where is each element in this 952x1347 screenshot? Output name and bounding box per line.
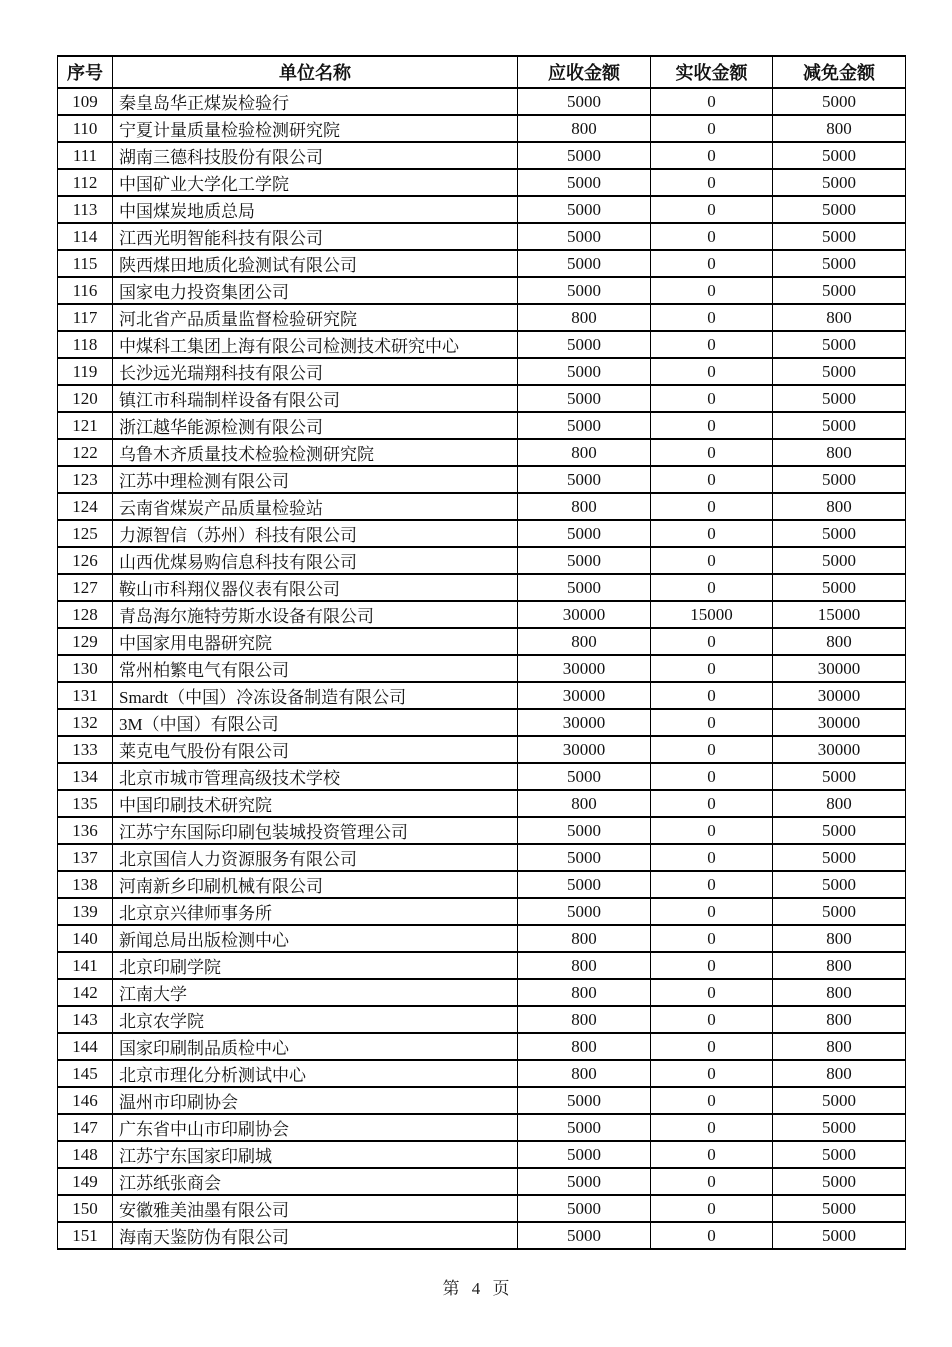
row-index-cell: 133: [58, 736, 113, 763]
received-amount-cell: 0: [651, 979, 773, 1006]
reduction-amount-cell: 5000: [773, 574, 906, 601]
received-amount-cell: 0: [651, 142, 773, 169]
received-amount-cell: 0: [651, 385, 773, 412]
unit-name-cell: 北京国信人力资源服务有限公司: [113, 844, 518, 871]
row-index-cell: 132: [58, 709, 113, 736]
received-amount-cell: 0: [651, 412, 773, 439]
reduction-amount-cell: 5000: [773, 871, 906, 898]
table-row: [58, 520, 906, 547]
unit-name-cell: 河北省产品质量监督检验研究院: [113, 304, 518, 331]
table-row: [58, 1222, 906, 1249]
received-amount-cell: 0: [651, 1033, 773, 1060]
row-index-cell: 120: [58, 385, 113, 412]
receivable-amount-cell: 800: [518, 304, 651, 331]
received-amount-cell: 0: [651, 358, 773, 385]
unit-name-cell: 江苏中理检测有限公司: [113, 466, 518, 493]
row-index-cell: 148: [58, 1141, 113, 1168]
reduction-amount-cell: 800: [773, 628, 906, 655]
received-amount-cell: 0: [651, 331, 773, 358]
receivable-amount-cell: 5000: [518, 871, 651, 898]
row-index-cell: 140: [58, 925, 113, 952]
row-index-cell: 110: [58, 115, 113, 142]
receivable-amount-cell: 800: [518, 952, 651, 979]
table-row: [58, 412, 906, 439]
table-row: [58, 358, 906, 385]
receivable-amount-cell: 800: [518, 979, 651, 1006]
reduction-amount-cell: 5000: [773, 1114, 906, 1141]
received-amount-cell: 0: [651, 790, 773, 817]
received-amount-cell: 0: [651, 115, 773, 142]
unit-name-cell: 中国煤炭地质总局: [113, 196, 518, 223]
unit-name-cell: 鞍山市科翔仪器仪表有限公司: [113, 574, 518, 601]
unit-name-cell: 镇江市科瑞制样设备有限公司: [113, 385, 518, 412]
table-row: [58, 1195, 906, 1222]
received-amount-cell: 0: [651, 169, 773, 196]
table-row: [58, 709, 906, 736]
received-amount-cell: 0: [651, 1195, 773, 1222]
receivable-amount-cell: 800: [518, 493, 651, 520]
unit-name-cell: 云南省煤炭产品质量检验站: [113, 493, 518, 520]
unit-name-cell: Smardt（中国）冷冻设备制造有限公司: [113, 682, 518, 709]
receivable-amount-cell: 30000: [518, 709, 651, 736]
table-row: [58, 1033, 906, 1060]
reduction-amount-cell: 800: [773, 925, 906, 952]
reduction-amount-cell: 5000: [773, 898, 906, 925]
reduction-amount-cell: 15000: [773, 601, 906, 628]
table-row: [58, 871, 906, 898]
reduction-amount-cell: 30000: [773, 655, 906, 682]
table-row: [58, 898, 906, 925]
receivable-amount-cell: 800: [518, 1033, 651, 1060]
row-index-cell: 123: [58, 466, 113, 493]
received-amount-cell: 0: [651, 1168, 773, 1195]
received-amount-cell: 0: [651, 925, 773, 952]
received-amount-cell: 0: [651, 250, 773, 277]
unit-name-cell: 北京市理化分析测试中心: [113, 1060, 518, 1087]
unit-name-cell: 安徽雅美油墨有限公司: [113, 1195, 518, 1222]
row-index-cell: 134: [58, 763, 113, 790]
received-amount-cell: 0: [651, 898, 773, 925]
table-row: [58, 439, 906, 466]
receivable-amount-cell: 800: [518, 1060, 651, 1087]
receivable-amount-cell: 5000: [518, 1222, 651, 1249]
reduction-amount-cell: 5000: [773, 1222, 906, 1249]
unit-name-cell: 国家电力投资集团公司: [113, 277, 518, 304]
received-amount-cell: 0: [651, 844, 773, 871]
received-amount-cell: 0: [651, 736, 773, 763]
receivable-amount-cell: 5000: [518, 1141, 651, 1168]
received-amount-cell: 0: [651, 277, 773, 304]
row-index-cell: 129: [58, 628, 113, 655]
page-number: 第 4 页: [442, 1279, 510, 1298]
row-index-cell: 112: [58, 169, 113, 196]
received-amount-cell: 0: [651, 952, 773, 979]
row-index-cell: 146: [58, 1087, 113, 1114]
receivable-amount-cell: 5000: [518, 1168, 651, 1195]
table-row: [58, 169, 906, 196]
row-index-cell: 118: [58, 331, 113, 358]
table-row: [58, 1168, 906, 1195]
receivable-amount-cell: 5000: [518, 196, 651, 223]
table-row: [58, 952, 906, 979]
table-row: [58, 115, 906, 142]
table-row: [58, 655, 906, 682]
received-amount-cell: 0: [651, 520, 773, 547]
unit-name-cell: 国家印刷制品质检中心: [113, 1033, 518, 1060]
unit-name-cell: 温州市印刷协会: [113, 1087, 518, 1114]
reduction-amount-cell: 5000: [773, 1141, 906, 1168]
received-amount-cell: 0: [651, 547, 773, 574]
receivable-amount-cell: 800: [518, 115, 651, 142]
reduction-amount-cell: 5000: [773, 358, 906, 385]
row-index-cell: 121: [58, 412, 113, 439]
row-index-cell: 136: [58, 817, 113, 844]
received-amount-cell: 0: [651, 439, 773, 466]
reduction-amount-cell: 5000: [773, 844, 906, 871]
reduction-amount-cell: 30000: [773, 682, 906, 709]
receivable-amount-cell: 5000: [518, 574, 651, 601]
receivable-amount-cell: 5000: [518, 385, 651, 412]
received-amount-cell: 0: [651, 817, 773, 844]
row-index-cell: 150: [58, 1195, 113, 1222]
receivable-amount-cell: 5000: [518, 142, 651, 169]
table-row: [58, 304, 906, 331]
reduction-amount-cell: 800: [773, 115, 906, 142]
unit-name-cell: 秦皇岛华正煤炭检验行: [113, 88, 518, 115]
received-amount-cell: 0: [651, 1087, 773, 1114]
receivable-amount-cell: 5000: [518, 277, 651, 304]
received-amount-cell: 0: [651, 466, 773, 493]
unit-name-cell: 青岛海尔施特劳斯水设备有限公司: [113, 601, 518, 628]
table-row: [58, 331, 906, 358]
unit-name-cell: 江苏宁东国家印刷城: [113, 1141, 518, 1168]
unit-name-cell: 中煤科工集团上海有限公司检测技术研究中心: [113, 331, 518, 358]
reduction-amount-cell: 5000: [773, 142, 906, 169]
reduction-amount-cell: 5000: [773, 385, 906, 412]
reduction-amount-cell: 30000: [773, 709, 906, 736]
table-row: [58, 736, 906, 763]
receivable-amount-cell: 800: [518, 628, 651, 655]
reduction-amount-cell: 800: [773, 493, 906, 520]
unit-name-cell: 江苏宁东国际印刷包装城投资管理公司: [113, 817, 518, 844]
reduction-amount-cell: 800: [773, 1060, 906, 1087]
received-amount-cell: 0: [651, 223, 773, 250]
received-amount-cell: 0: [651, 1114, 773, 1141]
reduction-amount-cell: 800: [773, 1033, 906, 1060]
received-amount-cell: 0: [651, 1141, 773, 1168]
receivable-amount-cell: 800: [518, 925, 651, 952]
receivable-amount-cell: 5000: [518, 520, 651, 547]
table-row: [58, 385, 906, 412]
reduction-amount-cell: 5000: [773, 520, 906, 547]
table-row: [58, 925, 906, 952]
reduction-amount-cell: 5000: [773, 547, 906, 574]
row-index-cell: 125: [58, 520, 113, 547]
unit-name-cell: 江苏纸张商会: [113, 1168, 518, 1195]
unit-name-cell: 河南新乡印刷机械有限公司: [113, 871, 518, 898]
row-index-cell: 130: [58, 655, 113, 682]
received-amount-cell: 0: [651, 763, 773, 790]
table-row: [58, 1141, 906, 1168]
receivable-amount-cell: 30000: [518, 736, 651, 763]
table-row: [58, 250, 906, 277]
row-index-cell: 147: [58, 1114, 113, 1141]
row-index-cell: 151: [58, 1222, 113, 1249]
table-row: [58, 682, 906, 709]
table-row: [58, 817, 906, 844]
unit-name-cell: 山西优煤易购信息科技有限公司: [113, 547, 518, 574]
receivable-amount-cell: 30000: [518, 601, 651, 628]
reduction-amount-cell: 800: [773, 304, 906, 331]
unit-name-cell: 江南大学: [113, 979, 518, 1006]
unit-name-cell: 广东省中山市印刷协会: [113, 1114, 518, 1141]
received-amount-cell: 0: [651, 88, 773, 115]
received-amount-cell: 0: [651, 1222, 773, 1249]
table-row: [58, 547, 906, 574]
row-index-cell: 131: [58, 682, 113, 709]
row-index-cell: 114: [58, 223, 113, 250]
table-row: [58, 1087, 906, 1114]
receivable-amount-cell: 5000: [518, 547, 651, 574]
unit-name-cell: 北京市城市管理高级技术学校: [113, 763, 518, 790]
row-index-cell: 127: [58, 574, 113, 601]
receivable-amount-cell: 5000: [518, 223, 651, 250]
row-index-cell: 116: [58, 277, 113, 304]
column-header-index: 序号: [58, 56, 113, 88]
receivable-amount-cell: 800: [518, 790, 651, 817]
receivable-amount-cell: 5000: [518, 817, 651, 844]
table-row: [58, 277, 906, 304]
received-amount-cell: 0: [651, 304, 773, 331]
row-index-cell: 145: [58, 1060, 113, 1087]
received-amount-cell: 0: [651, 628, 773, 655]
unit-name-cell: 中国家用电器研究院: [113, 628, 518, 655]
unit-name-cell: 陕西煤田地质化验测试有限公司: [113, 250, 518, 277]
unit-name-cell: 北京印刷学院: [113, 952, 518, 979]
receivable-amount-cell: 5000: [518, 1195, 651, 1222]
table-row: [58, 601, 906, 628]
reduction-amount-cell: 5000: [773, 277, 906, 304]
table-row: [58, 142, 906, 169]
received-amount-cell: 0: [651, 493, 773, 520]
row-index-cell: 135: [58, 790, 113, 817]
receivable-amount-cell: 5000: [518, 1114, 651, 1141]
unit-name-cell: 乌鲁木齐质量技术检验检测研究院: [113, 439, 518, 466]
row-index-cell: 122: [58, 439, 113, 466]
reduction-amount-cell: 5000: [773, 196, 906, 223]
unit-name-cell: 湖南三德科技股份有限公司: [113, 142, 518, 169]
table-row: [58, 844, 906, 871]
reduction-amount-cell: 800: [773, 979, 906, 1006]
receivable-amount-cell: 5000: [518, 88, 651, 115]
row-index-cell: 142: [58, 979, 113, 1006]
unit-name-cell: 江西光明智能科技有限公司: [113, 223, 518, 250]
reduction-amount-cell: 5000: [773, 331, 906, 358]
table-row: [58, 628, 906, 655]
unit-name-cell: 常州柏繁电气有限公司: [113, 655, 518, 682]
unit-name-cell: 北京农学院: [113, 1006, 518, 1033]
reduction-amount-cell: 5000: [773, 169, 906, 196]
receivable-amount-cell: 5000: [518, 169, 651, 196]
row-index-cell: 109: [58, 88, 113, 115]
column-header-unit-name: 单位名称: [113, 56, 518, 88]
reduction-amount-cell: 5000: [773, 466, 906, 493]
row-index-cell: 126: [58, 547, 113, 574]
reduction-amount-cell: 5000: [773, 250, 906, 277]
table-row: [58, 466, 906, 493]
table-row: [58, 979, 906, 1006]
receivable-amount-cell: 5000: [518, 412, 651, 439]
table-row: [58, 574, 906, 601]
receivable-amount-cell: 800: [518, 439, 651, 466]
received-amount-cell: 0: [651, 1060, 773, 1087]
unit-name-cell: 中国矿业大学化工学院: [113, 169, 518, 196]
receivable-amount-cell: 800: [518, 1006, 651, 1033]
reduction-amount-cell: 5000: [773, 223, 906, 250]
column-header-received-amount: 实收金额: [651, 56, 773, 88]
receivable-amount-cell: 5000: [518, 898, 651, 925]
reduction-amount-cell: 5000: [773, 1168, 906, 1195]
unit-name-cell: 力源智信（苏州）科技有限公司: [113, 520, 518, 547]
table-row: [58, 763, 906, 790]
receivable-amount-cell: 30000: [518, 655, 651, 682]
row-index-cell: 138: [58, 871, 113, 898]
row-index-cell: 119: [58, 358, 113, 385]
unit-name-cell: 宁夏计量质量检验检测研究院: [113, 115, 518, 142]
row-index-cell: 144: [58, 1033, 113, 1060]
received-amount-cell: 15000: [651, 601, 773, 628]
receivable-amount-cell: 5000: [518, 844, 651, 871]
reduction-amount-cell: 5000: [773, 1195, 906, 1222]
unit-name-cell: 3M（中国）有限公司: [113, 709, 518, 736]
row-index-cell: 124: [58, 493, 113, 520]
unit-name-cell: 莱克电气股份有限公司: [113, 736, 518, 763]
unit-name-cell: 长沙远光瑞翔科技有限公司: [113, 358, 518, 385]
receivable-amount-cell: 5000: [518, 331, 651, 358]
row-index-cell: 117: [58, 304, 113, 331]
row-index-cell: 139: [58, 898, 113, 925]
unit-name-cell: 浙江越华能源检测有限公司: [113, 412, 518, 439]
reduction-amount-cell: 30000: [773, 736, 906, 763]
table-row: [58, 1006, 906, 1033]
row-index-cell: 137: [58, 844, 113, 871]
table-row: [58, 790, 906, 817]
row-index-cell: 111: [58, 142, 113, 169]
row-index-cell: 141: [58, 952, 113, 979]
received-amount-cell: 0: [651, 871, 773, 898]
unit-name-cell: 海南天鉴防伪有限公司: [113, 1222, 518, 1249]
table-row: [58, 223, 906, 250]
received-amount-cell: 0: [651, 655, 773, 682]
reduction-amount-cell: 800: [773, 790, 906, 817]
row-index-cell: 113: [58, 196, 113, 223]
table-row: [58, 1060, 906, 1087]
reduction-amount-cell: 5000: [773, 763, 906, 790]
receivable-amount-cell: 5000: [518, 466, 651, 493]
reduction-amount-cell: 5000: [773, 817, 906, 844]
received-amount-cell: 0: [651, 574, 773, 601]
receivable-amount-cell: 5000: [518, 763, 651, 790]
unit-name-cell: 北京京兴律师事务所: [113, 898, 518, 925]
unit-name-cell: 中国印刷技术研究院: [113, 790, 518, 817]
reduction-amount-cell: 5000: [773, 1087, 906, 1114]
received-amount-cell: 0: [651, 1006, 773, 1033]
table-row: [58, 88, 906, 115]
unit-name-cell: 新闻总局出版检测中心: [113, 925, 518, 952]
reduction-amount-cell: 800: [773, 439, 906, 466]
column-header-receivable-amount: 应收金额: [518, 56, 651, 88]
receivable-amount-cell: 5000: [518, 1087, 651, 1114]
table-row: [58, 1114, 906, 1141]
reduction-amount-cell: 5000: [773, 88, 906, 115]
row-index-cell: 128: [58, 601, 113, 628]
received-amount-cell: 0: [651, 709, 773, 736]
header-row: [58, 56, 906, 88]
receivable-amount-cell: 5000: [518, 358, 651, 385]
reduction-amount-cell: 800: [773, 952, 906, 979]
table-row: [58, 196, 906, 223]
receivable-amount-cell: 30000: [518, 682, 651, 709]
column-header-reduction-amount: 减免金额: [773, 56, 906, 88]
row-index-cell: 149: [58, 1168, 113, 1195]
receivable-amount-cell: 5000: [518, 250, 651, 277]
fee-table: [57, 55, 906, 1250]
row-index-cell: 115: [58, 250, 113, 277]
received-amount-cell: 0: [651, 196, 773, 223]
row-index-cell: 143: [58, 1006, 113, 1033]
reduction-amount-cell: 5000: [773, 412, 906, 439]
reduction-amount-cell: 800: [773, 1006, 906, 1033]
table-row: [58, 493, 906, 520]
received-amount-cell: 0: [651, 682, 773, 709]
